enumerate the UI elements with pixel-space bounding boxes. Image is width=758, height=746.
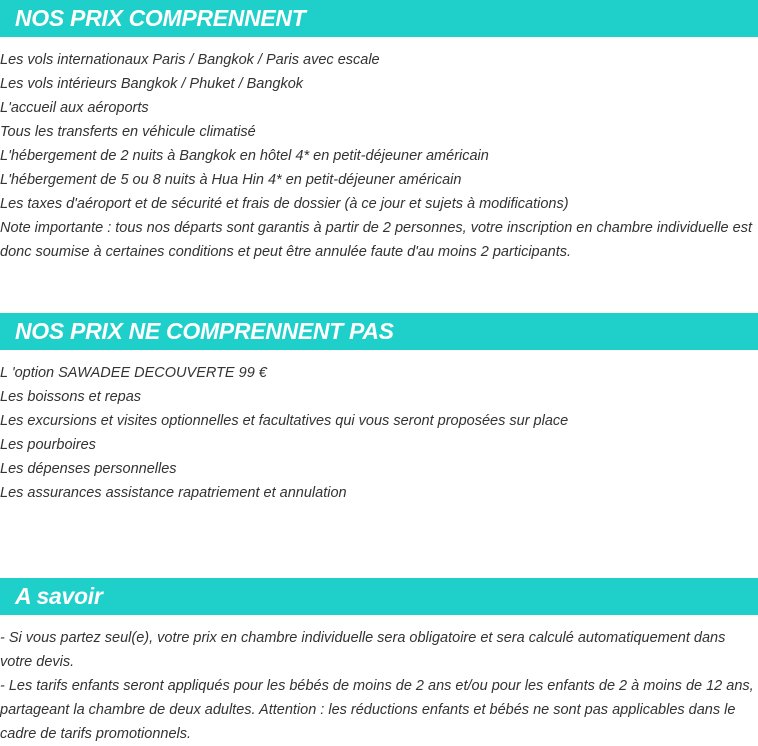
list-item: Les dépenses personnelles: [0, 461, 177, 477]
section-title-included: NOS PRIX COMPRENNENT: [15, 5, 306, 31]
list-item: L'hébergement de 5 ou 8 nuits à Hua Hin 4* en petit-déjeuner américain: [0, 172, 462, 188]
important-note: Note importante : tous nos départs sont garantis à partir de 2 personnes, votre inscription en chambre individuelle est donc soumise à certaines conditions et peut être annulée faute d'au moins 2 participants.: [0, 220, 752, 260]
section-title-a-savoir: A savoir: [15, 583, 103, 609]
included-list: [0, 48, 758, 264]
list-item: Les pourboires: [0, 437, 96, 453]
list-item: Tous les transferts en véhicule climatisé: [0, 124, 256, 140]
section-title-not-included: NOS PRIX NE COMPRENNENT PAS: [15, 318, 394, 344]
list-item: Les assurances assistance rapatriement et annulation: [0, 485, 347, 501]
list-item: - Les tarifs enfants seront appliqués pour les bébés de moins de 2 ans et/ou pour les enfants de 2 à moins de 12 ans, partageant la chambre de deux adultes. Attention : les réductions enfants et bébés ne sont pas applicables dans le cadre de tarifs promotionnels.: [0, 678, 754, 742]
list-item: L 'option SAWADEE DECOUVERTE 99 €: [0, 365, 267, 381]
list-item: - Si vous partez seul(e), votre prix en chambre individuelle sera obligatoire et sera calculé automatiquement dans votre devis.: [0, 630, 726, 670]
list-item: L'accueil aux aéroports: [0, 100, 149, 116]
section-header-not-included: [0, 313, 758, 350]
list-item: Les vols internationaux Paris / Bangkok / Paris avec escale: [0, 52, 380, 68]
a-savoir-list: [0, 626, 758, 746]
not-included-list: [0, 361, 758, 505]
section-header-included: [0, 0, 758, 37]
list-item: Les boissons et repas: [0, 389, 142, 405]
list-item: Les excursions et visites optionnelles et facultatives qui vous seront proposées sur place: [0, 413, 569, 429]
list-item: L'hébergement de 2 nuits à Bangkok en hôtel 4* en petit-déjeuner américain: [0, 148, 489, 164]
section-header-a-savoir: [0, 578, 758, 615]
list-item: Les vols intérieurs Bangkok / Phuket / Bangkok: [0, 76, 304, 92]
list-item: Les taxes d'aéroport et de sécurité et frais de dossier (à ce jour et sujets à modifications): [0, 196, 569, 212]
